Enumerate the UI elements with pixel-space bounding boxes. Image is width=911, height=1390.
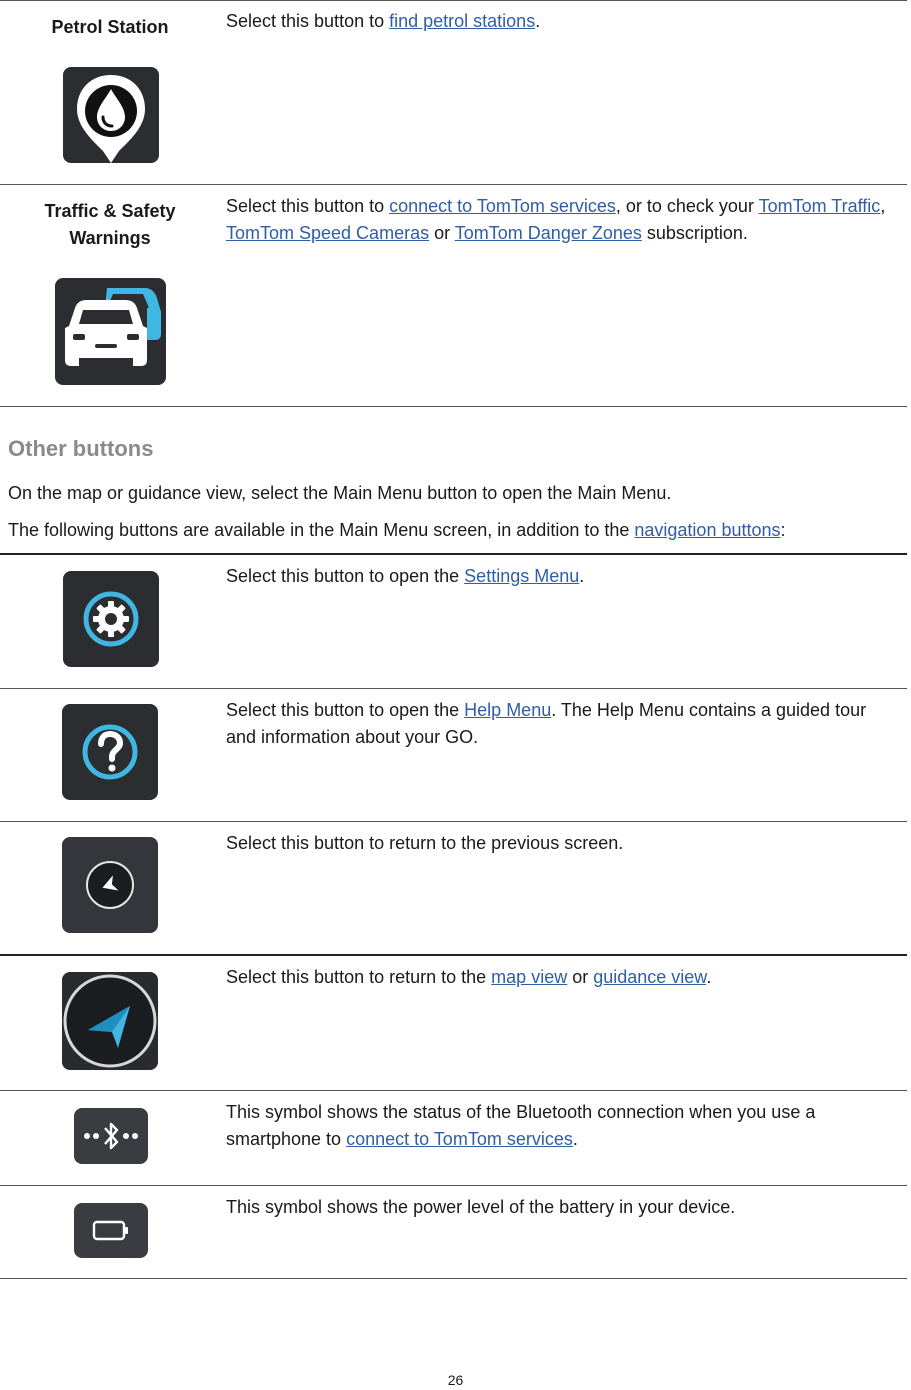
link-tomtom-traffic[interactable]: TomTom Traffic [758, 196, 881, 216]
settings-button[interactable] [63, 571, 159, 667]
section-paragraph-2 [8, 517, 786, 543]
desc-text: Select this button to return to the [226, 967, 492, 987]
back-arrow-icon [62, 837, 158, 933]
link-connect-tomtom-services[interactable]: connect to TomTom services [389, 196, 616, 216]
link-connect-tomtom-services[interactable]: connect to TomTom services [346, 1128, 573, 1149]
table-row-help [0, 689, 907, 821]
desc-text: . The Help Menu contains a guided tour and information about your GO. [226, 700, 867, 747]
desc-text: . [706, 967, 712, 987]
link-find-petrol-stations[interactable]: find petrol stations [389, 11, 536, 31]
section-paragraph-1: On the map or guidance view, select the Main Menu button to open the Main Menu. [8, 483, 672, 503]
petrol-drop-pin-icon [63, 67, 159, 163]
desc-text: Select this button to [226, 11, 390, 31]
row-desc-bluetooth [226, 1099, 898, 1152]
map-view-button[interactable] [62, 972, 158, 1070]
petrol-station-button[interactable] [63, 67, 159, 163]
row-desc-back: Select this button to return to the previous screen. [226, 833, 624, 853]
desc-text: or [567, 967, 594, 987]
link-navigation-buttons[interactable]: navigation buttons [634, 520, 781, 540]
help-button[interactable] [62, 704, 158, 800]
link-tomtom-danger-zones[interactable]: TomTom Danger Zones [454, 222, 642, 243]
page-number: 26 [447, 1372, 464, 1388]
section-heading: Other buttons [8, 436, 154, 461]
traffic-safety-button[interactable] [55, 278, 166, 385]
table-row-battery [0, 1186, 907, 1278]
back-button[interactable] [62, 837, 158, 933]
row-desc-settings [226, 563, 896, 590]
row-label-traffic-safety [0, 198, 220, 252]
desc-text: . [579, 566, 585, 586]
bluetooth-icon [74, 1108, 148, 1164]
label-line-2: Warnings [69, 228, 151, 248]
desc-text: , [880, 196, 886, 216]
car-traffic-icon [55, 278, 166, 385]
desc-text: This symbol shows the status of the Bluetooth connection when you use a smartphone to [226, 1102, 816, 1149]
desc-text: Select this button to open the [226, 700, 465, 720]
table-row-bluetooth [0, 1091, 907, 1185]
desc-text: . [535, 11, 541, 31]
desc-text: Select this button to open the [226, 566, 465, 586]
question-icon [62, 704, 158, 800]
desc-text: Select this button to [226, 196, 390, 216]
gear-icon [63, 571, 159, 667]
link-tomtom-speed-cameras[interactable]: TomTom Speed Cameras [226, 222, 430, 243]
link-help-menu[interactable]: Help Menu [464, 700, 552, 720]
link-settings-menu[interactable]: Settings Menu [464, 566, 580, 586]
table-row-map-view [0, 956, 907, 1090]
row-label-petrol-station: Petrol Station [51, 17, 169, 37]
table-row-back [0, 822, 907, 954]
row-desc-traffic-safety [226, 193, 886, 246]
link-guidance-view[interactable]: guidance view [593, 967, 707, 987]
table-rule [0, 406, 907, 407]
table-row-petrol-station [0, 0, 907, 184]
navigation-arrow-icon [62, 972, 158, 1070]
desc-text: subscription. [641, 222, 748, 243]
para-text: The following buttons are available in the Main Menu screen, in addition to the [8, 520, 635, 540]
desc-text: or [429, 222, 455, 243]
battery-icon [74, 1203, 148, 1258]
table-row-settings [0, 555, 907, 688]
desc-text: . [572, 1128, 578, 1149]
table-row-traffic-safety [0, 185, 907, 406]
bluetooth-status-symbol [74, 1108, 148, 1164]
row-desc-battery: This symbol shows the power level of the battery in your device. [226, 1197, 736, 1217]
row-desc-petrol-station [226, 8, 896, 35]
para-text: : [780, 520, 786, 540]
table-bottom-rule [0, 1278, 907, 1279]
battery-status-symbol [74, 1203, 148, 1258]
link-map-view[interactable]: map view [491, 967, 568, 987]
row-desc-map-view [226, 964, 896, 991]
desc-text: , or to check your [615, 196, 759, 216]
row-desc-help [226, 697, 876, 750]
label-line-1: Traffic & Safety [44, 201, 176, 221]
